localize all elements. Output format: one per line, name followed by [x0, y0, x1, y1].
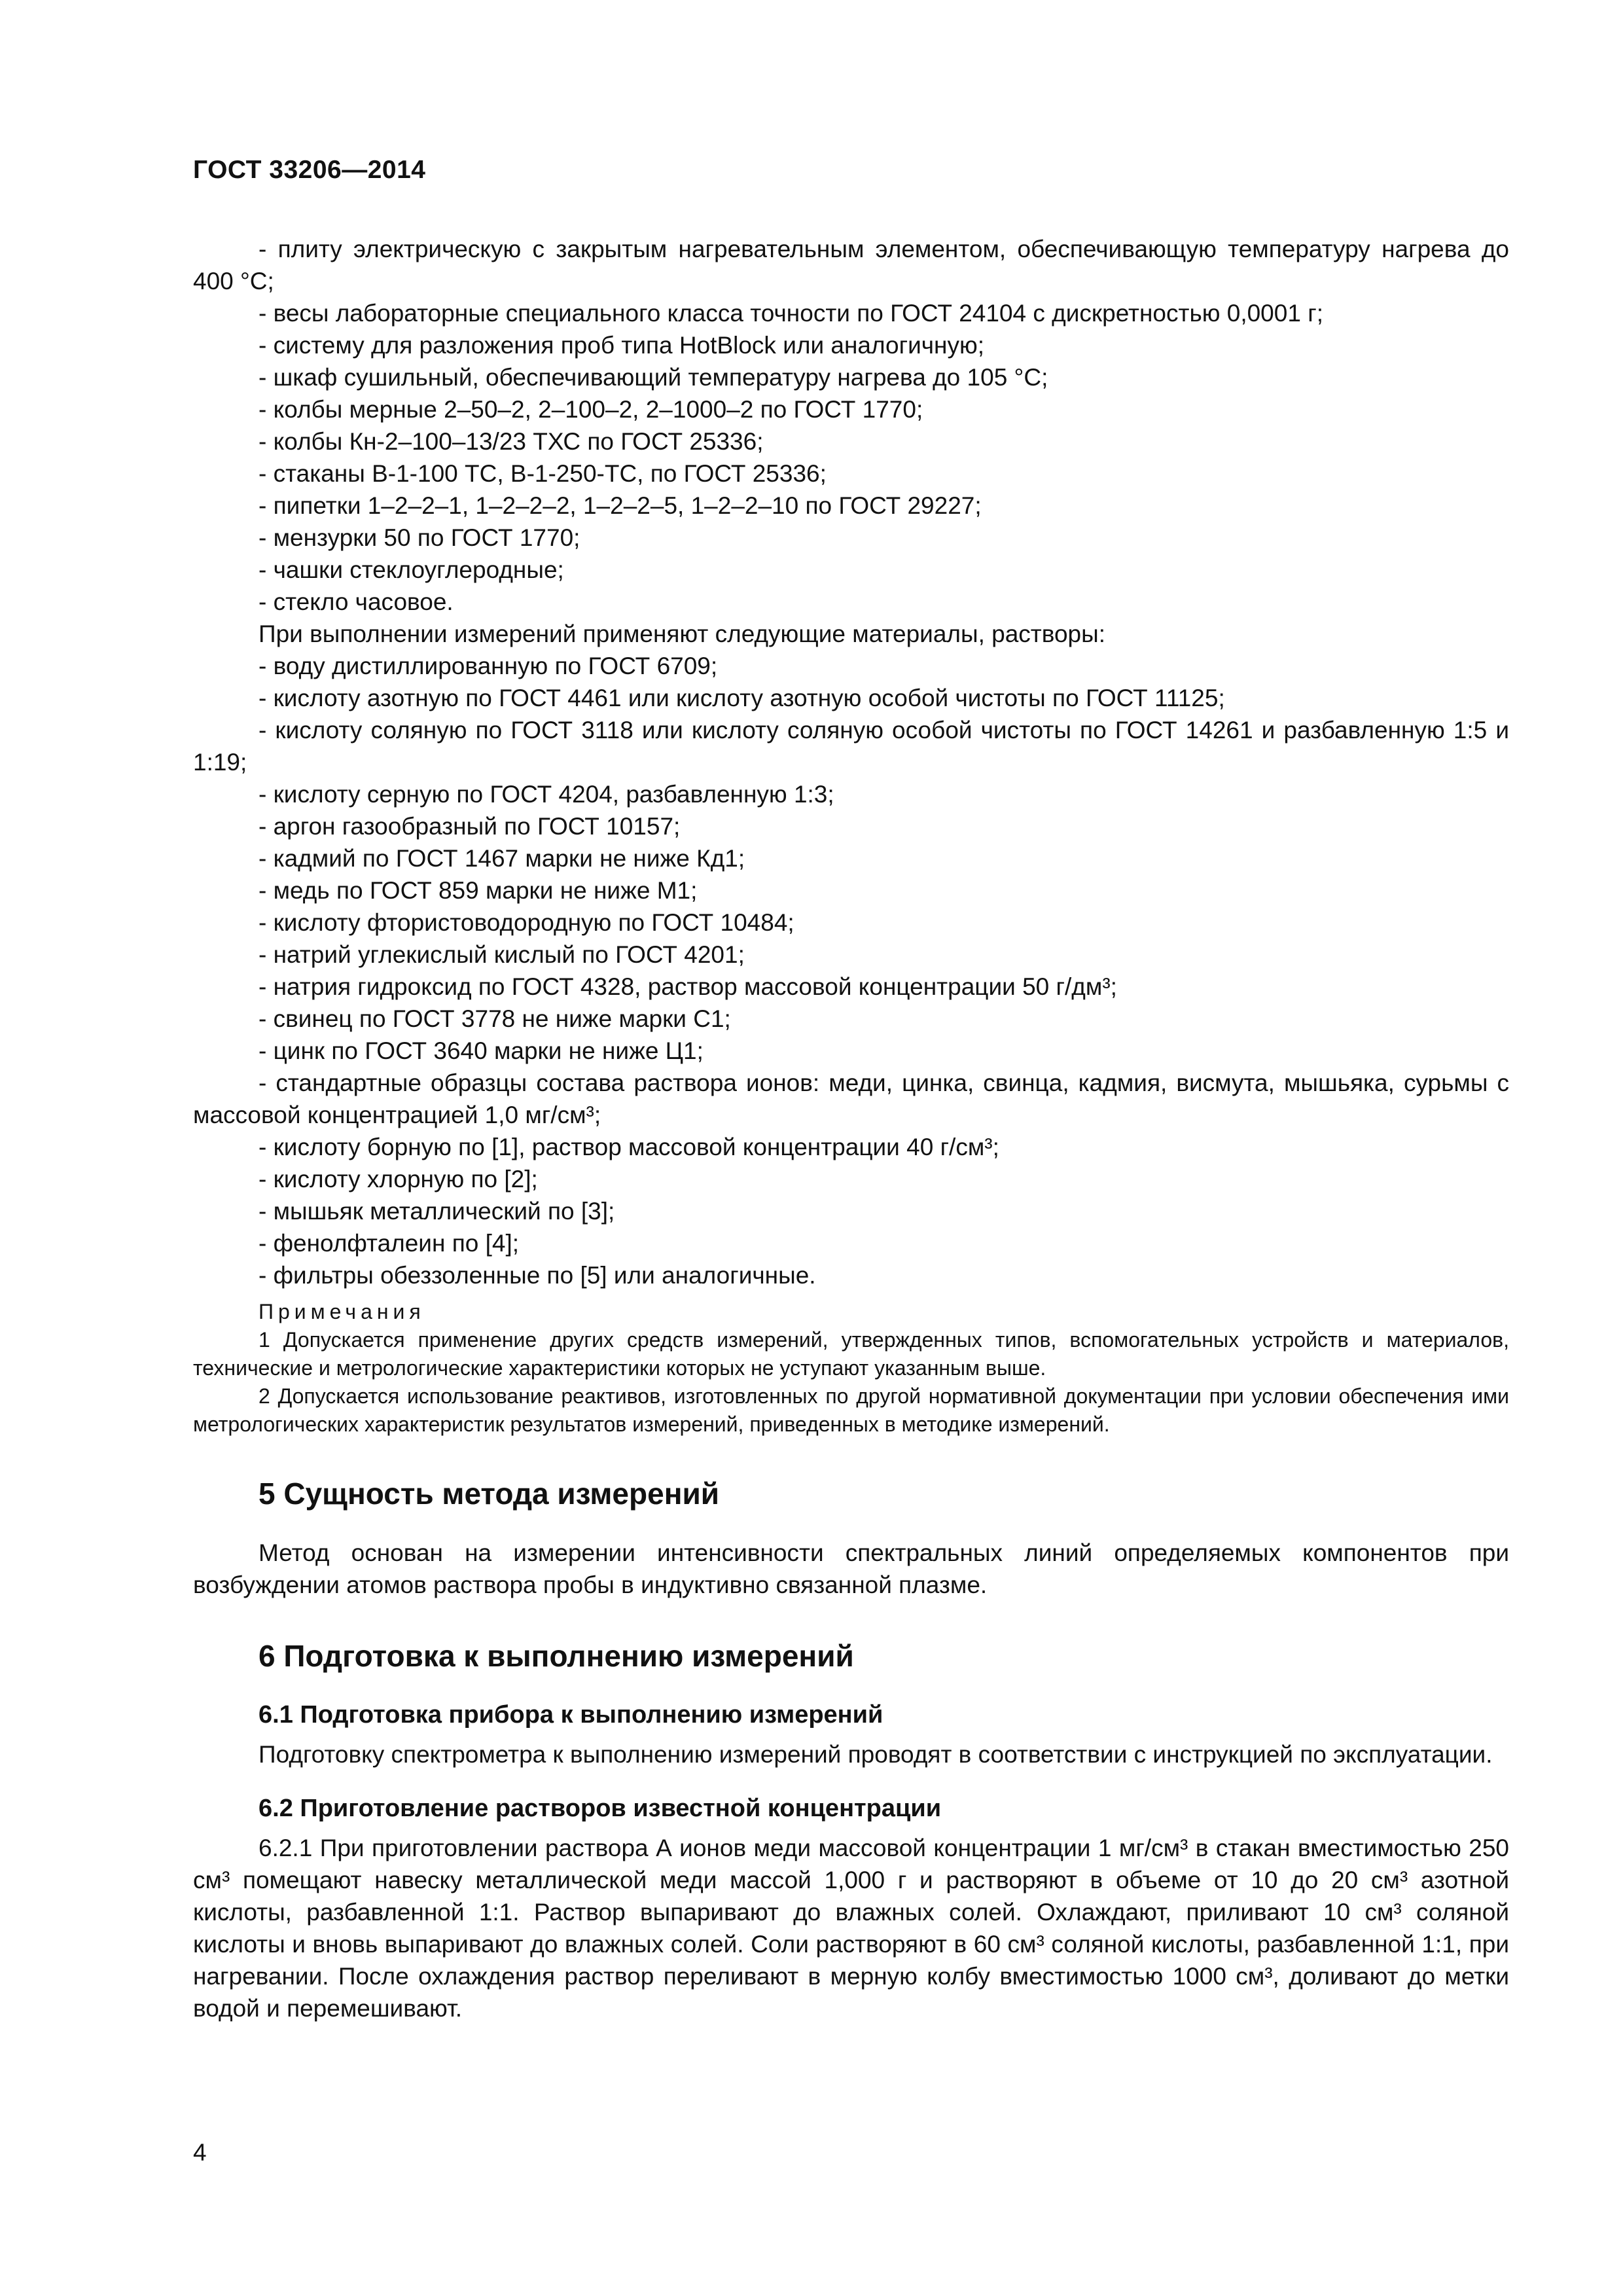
list-item: - колбы мерные 2–50–2, 2–100–2, 2–1000–2 по ГОСТ 1770; [259, 396, 923, 423]
list-item: - весы лабораторные специального класса точности по ГОСТ 24104 с дискретностью 0,0001 г; [259, 300, 1323, 327]
list-item: - фильтры обеззоленные по [5] или аналогичные. [259, 1262, 816, 1289]
notes-title: Примечания [259, 1300, 425, 1323]
list-item: - чашки стеклоуглеродные; [259, 556, 564, 583]
list-item: - воду дистиллированную по ГОСТ 6709; [259, 653, 718, 679]
notes-block [193, 1298, 1509, 1439]
list-item: - аргон газообразный по ГОСТ 10157; [259, 813, 681, 840]
list-item: - кадмий по ГОСТ 1467 марки не ниже Кд1; [259, 845, 745, 872]
section-5-heading: 5 Сущность метода измерений [259, 1477, 720, 1511]
materials-intro: При выполнении измерений применяют следующие материалы, растворы: [259, 620, 1106, 647]
list-item: - кислоту серную по ГОСТ 4204, разбавленную 1:3; [259, 781, 834, 808]
list-item: - кислоту борную по [1], раствор массовой концентрации 40 г/см³; [259, 1134, 999, 1160]
list-item: - мензурки 50 по ГОСТ 1770; [259, 524, 580, 551]
list-item: - натрий углекислый кислый по ГОСТ 4201; [259, 941, 745, 968]
section-5-text: Метод основан на измерении интенсивности спектральных линий определяемых компонентов при возбуждении атомов раствора пробы в индуктивно связанной плазме. [193, 1539, 1509, 1598]
list-item: - пипетки 1–2–2–1, 1–2–2–2, 1–2–2–5, 1–2–2–10 по ГОСТ 29227; [259, 492, 982, 519]
document-header: ГОСТ 33206—2014 [193, 156, 426, 184]
list-item: - мышьяк металлический по [3]; [259, 1198, 615, 1225]
page-number: 4 [193, 2139, 207, 2166]
note-item: 2 Допускается использование реактивов, изготовленных по другой нормативной документации при условии обеспечения ими метрологических характеристик результатов измерений, приведенных в методике измерений. [193, 1384, 1509, 1436]
list-item: - систему для разложения проб типа HotBlock или аналогичную; [259, 332, 984, 359]
list-item: - стаканы В-1-100 ТС, В-1-250-ТС, по ГОСТ 25336; [259, 460, 827, 487]
list-item: - натрия гидроксид по ГОСТ 4328, раствор массовой концентрации 50 г/дм³; [259, 973, 1117, 1000]
list-item: - цинк по ГОСТ 3640 марки не ниже Ц1; [259, 1037, 704, 1064]
section-6-2-heading: 6.2 Приготовление растворов известной концентрации [259, 1795, 942, 1822]
list-item: - медь по ГОСТ 859 марки не ниже М1; [259, 877, 698, 904]
list-item: - кислоту азотную по ГОСТ 4461 или кислоту азотную особой чистоты по ГОСТ 11125; [259, 685, 1225, 711]
materials-list [193, 650, 1509, 1291]
list-item: - плиту электрическую с закрытым нагревательным элементом, обеспечивающую температуру нагрева до 400 °С; [193, 236, 1509, 295]
list-item: - кислоту соляную по ГОСТ 3118 или кислоту соляную особой чистоты по ГОСТ 14261 и разбавленную 1:5 и 1:19; [193, 717, 1509, 776]
list-item: - стандартные образцы состава раствора ионов: меди, цинка, свинца, кадмия, висмута, мышьяка, сурьмы с массовой концентрацией 1,0 мг/см³; [193, 1069, 1509, 1128]
section-6-1-text: Подготовку спектрометра к выполнению измерений проводят в соответствии с инструкцией по эксплуатации. [259, 1741, 1493, 1768]
list-item: - шкаф сушильный, обеспечивающий температуру нагрева до 105 °С; [259, 364, 1048, 391]
equipment-list [193, 233, 1509, 618]
section-6-heading: 6 Подготовка к выполнению измерений [259, 1639, 854, 1673]
list-item: - кислоту хлорную по [2]; [259, 1166, 538, 1193]
note-item: 1 Допускается применение других средств измерений, утвержденных типов, вспомогательных устройств и материалов, технические и метрологические характеристики которых не уступают указанным выше. [193, 1328, 1509, 1380]
section-6-1-heading: 6.1 Подготовка прибора к выполнению измерений [259, 1701, 883, 1729]
page-body [193, 233, 1509, 2024]
list-item: - колбы Кн-2–100–13/23 ТХС по ГОСТ 25336; [259, 428, 764, 455]
list-item: - кислоту фтористоводородную по ГОСТ 10484; [259, 909, 794, 936]
list-item: - фенолфталеин по [4]; [259, 1230, 520, 1257]
section-6-2-1-text: 6.2.1 При приготовлении раствора А ионов меди массовой концентрации 1 мг/см³ в стакан вместимостью 250 см³ помещают навеску металлической меди массой 1,000 г и растворяют в объеме от 10 до 20 см³ азотной кислоты, разбавленной 1:1. Раствор выпаривают до влажных солей. Охлаждают, приливают 10 см³ соляной кислоты и вновь выпаривают до влажных солей. Соли растворяют в 60 см³ соляной кислоты, разбавленной 1:1, при нагревании. После охлаждения раствор переливают в мерную колбу вместимостью 1000 см³, доливают до метки водой и перемешивают. [193, 1835, 1509, 2022]
list-item: - свинец по ГОСТ 3778 не ниже марки С1; [259, 1005, 731, 1032]
list-item: - стекло часовое. [259, 588, 454, 615]
